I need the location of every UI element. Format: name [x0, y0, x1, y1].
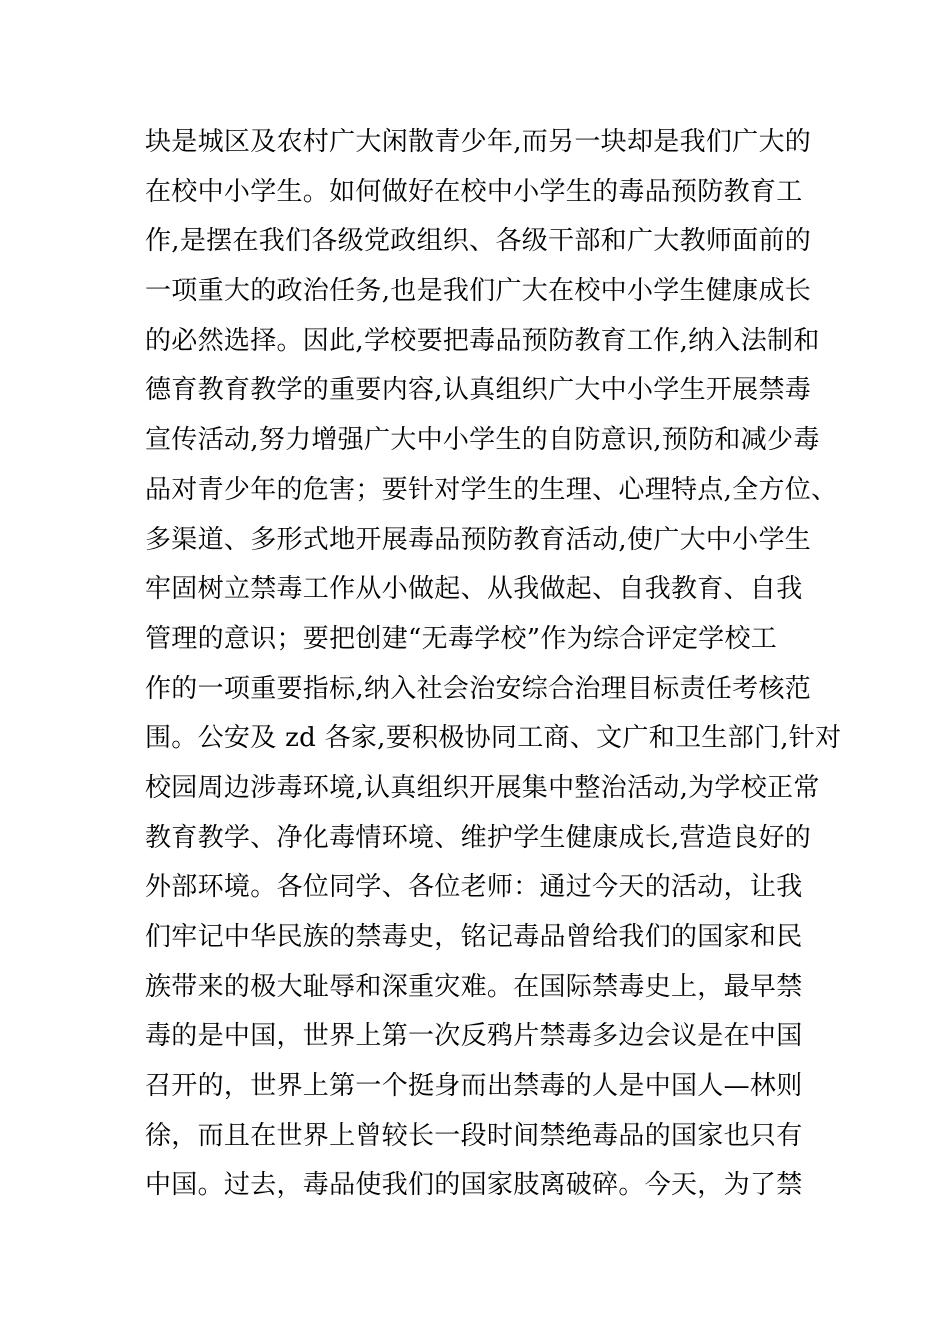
text-line: 召开的，世界上第一个挺身而出禁毒的人是中国人—林则 [145, 1071, 803, 1102]
text-line: 品对青少年的危害；要针对学生的生理、心理特点,全方位、 [145, 474, 838, 505]
text-line: 们牢记中华民族的禁毒史，铭记毒品曾给我们的国家和民 [145, 922, 803, 952]
text-line: 教育教学、净化毒情环境、维护学生健康成长,营造良好的 [145, 822, 812, 853]
text-line: 的必然选择。因此,学校要把毒品预防教育工作,纳入法制和 [145, 325, 820, 356]
text-line: 管理的意识；要把创建“无毒学校”作为综合评定学校工 [145, 623, 778, 654]
text-line: 牢固树立禁毒工作从小做起、从我做起、自我教育、自我 [145, 574, 803, 605]
text-line: 族带来的极大耻辱和深重灾难。在国际禁毒史上，最早禁 [145, 971, 803, 1002]
text-line: 校园周边涉毒环境,认真组织开展集中整治活动,为学校正常 [145, 772, 820, 803]
text-line: 一项重大的政治任务,也是我们广大在校中小学生健康成长 [145, 276, 812, 307]
text-line: 毒的是中国，世界上第一次反鸦片禁毒多边会议是在中国 [145, 1021, 803, 1052]
text-line: 块是城区及农村广大闲散青少年,而另一块却是我们广大的 [145, 127, 812, 157]
text-line: 外部环境。各位同学、各位老师：通过今天的活动，让我 [145, 872, 803, 903]
text-line: 德育教育教学的重要内容,认真组织广大中小学生开展禁毒 [145, 375, 812, 406]
text-line: 多渠道、多形式地开展毒品预防教育活动,使广大中小学生 [145, 524, 812, 555]
text-line: 在校中小学生。如何做好在校中小学生的毒品预防教育工 [145, 176, 803, 207]
text-line: 作的一项重要指标,纳入社会治安综合治理目标责任考核范 [145, 673, 812, 704]
body-text [145, 118, 842, 1211]
text-line: 作,是摆在我们各级党政组织、各级干部和广大教师面前的 [145, 226, 812, 257]
text-line: 徐，而且在世界上曾较长一段时间禁绝毒品的国家也只有 [145, 1120, 803, 1151]
text-line: 宣传活动,努力增强广大中小学生的自防意识,预防和减少毒 [145, 425, 820, 456]
text-line: 围。公安及 zd 各家,要积极协同工商、文广和卫生部门,针对 [145, 723, 842, 754]
text-line: 中国。过去，毒品使我们的国家肢离破碎。今天，为了禁 [145, 1170, 803, 1201]
